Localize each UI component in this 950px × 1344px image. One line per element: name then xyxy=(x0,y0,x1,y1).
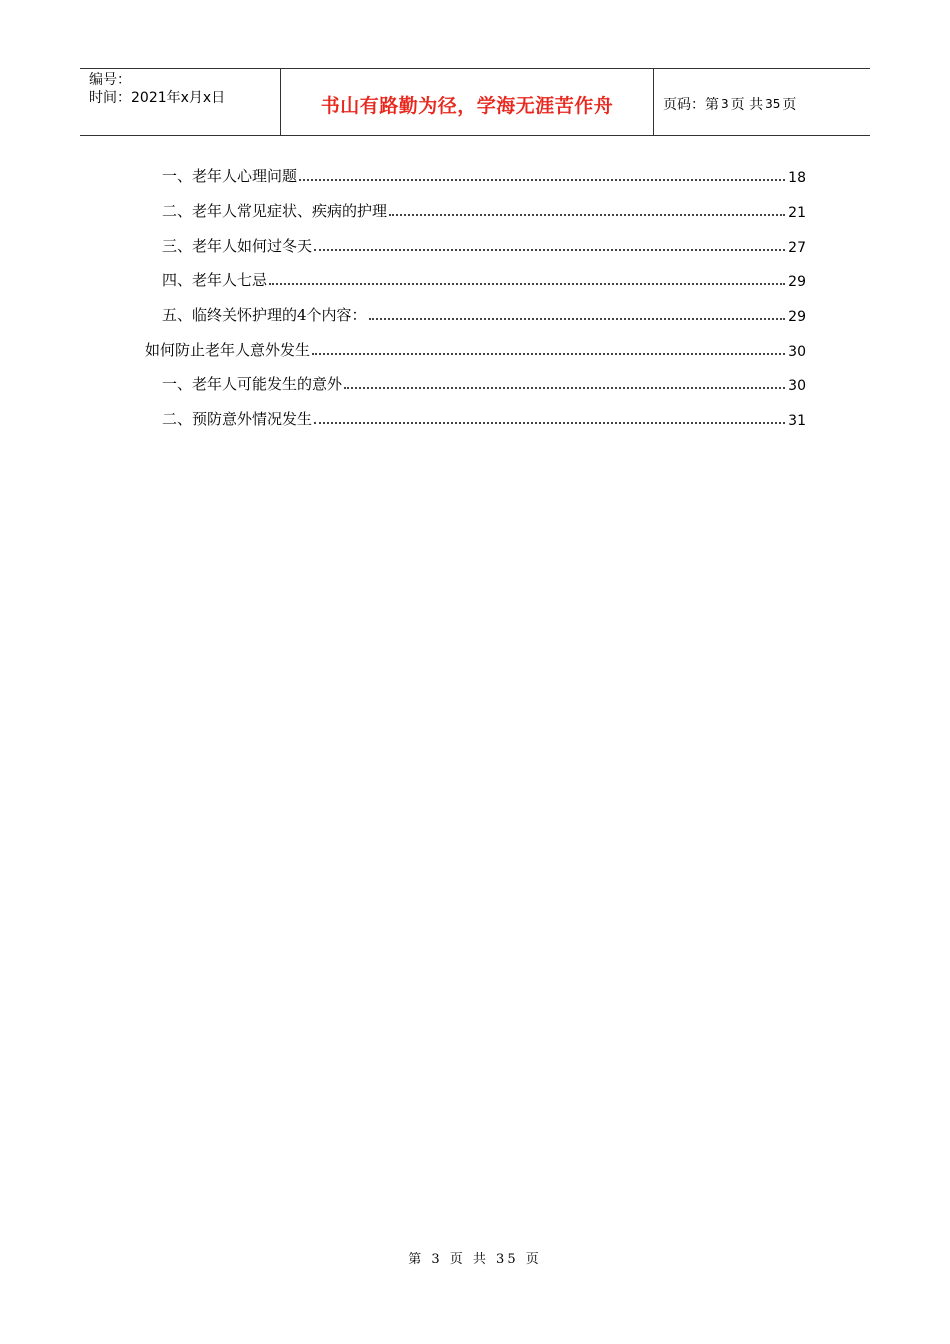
toc-entry-page: 29 xyxy=(788,274,806,290)
page-total: 35 xyxy=(765,97,781,111)
toc-entry-page: 18 xyxy=(788,170,806,186)
toc-entry[interactable] xyxy=(162,260,806,290)
toc-entry[interactable] xyxy=(162,295,806,325)
toc-leader-dots xyxy=(299,179,785,181)
toc-entry[interactable] xyxy=(162,364,806,394)
toc-entry-page: 27 xyxy=(788,240,806,256)
toc-entry-page: 30 xyxy=(788,378,806,394)
document-number-label: 编号： xyxy=(89,72,131,88)
toc-entry-title: 如何防止老年人意外发生 xyxy=(145,341,311,359)
toc-entry[interactable] xyxy=(162,191,806,221)
toc-leader-dots xyxy=(344,387,785,389)
toc-entry[interactable] xyxy=(162,156,806,186)
toc-entry-title: 五、临终关怀护理的4个内容： xyxy=(162,306,367,324)
toc-entry-title: 二、预防意外情况发生 xyxy=(162,410,313,428)
toc-leader-dots xyxy=(269,283,785,285)
page-suffix: 页 xyxy=(782,97,797,113)
page-mid: 页 共 xyxy=(730,97,764,113)
toc-entry-page: 21 xyxy=(788,205,806,221)
toc-leader-dots xyxy=(314,422,785,424)
page-footer: 第 3 页 共 35 页 xyxy=(408,1252,542,1267)
toc-entry-title: 二、老年人常见症状、疾病的护理 xyxy=(162,202,388,220)
toc-entry-title: 四、老年人七忌 xyxy=(162,271,268,289)
header-page-info xyxy=(654,69,870,135)
document-date: 时间：2021年x月x日 xyxy=(89,90,226,106)
toc-leader-dots xyxy=(389,214,785,216)
toc-leader-dots xyxy=(312,353,785,355)
toc-entry-page: 30 xyxy=(788,344,806,360)
toc-entry-title: 一、老年人心理问题 xyxy=(162,167,298,185)
toc-entry-title: 一、老年人可能发生的意外 xyxy=(162,375,343,393)
toc-leader-dots xyxy=(369,318,786,320)
toc-leader-dots xyxy=(314,249,785,251)
page-current: 3 xyxy=(721,97,729,111)
toc-entry-title: 三、老年人如何过冬天 xyxy=(162,237,313,255)
page-header xyxy=(80,68,870,136)
toc-entry[interactable] xyxy=(162,226,806,256)
header-motto: 书山有路勤为径，学海无涯苦作舟 xyxy=(281,69,654,135)
header-meta xyxy=(80,69,281,135)
page-prefix: 页码：第 xyxy=(663,97,719,113)
toc-entry[interactable] xyxy=(145,330,806,360)
toc-entry[interactable] xyxy=(162,399,806,429)
toc-entry-page: 29 xyxy=(788,309,806,325)
toc-entry-page: 31 xyxy=(788,413,806,429)
